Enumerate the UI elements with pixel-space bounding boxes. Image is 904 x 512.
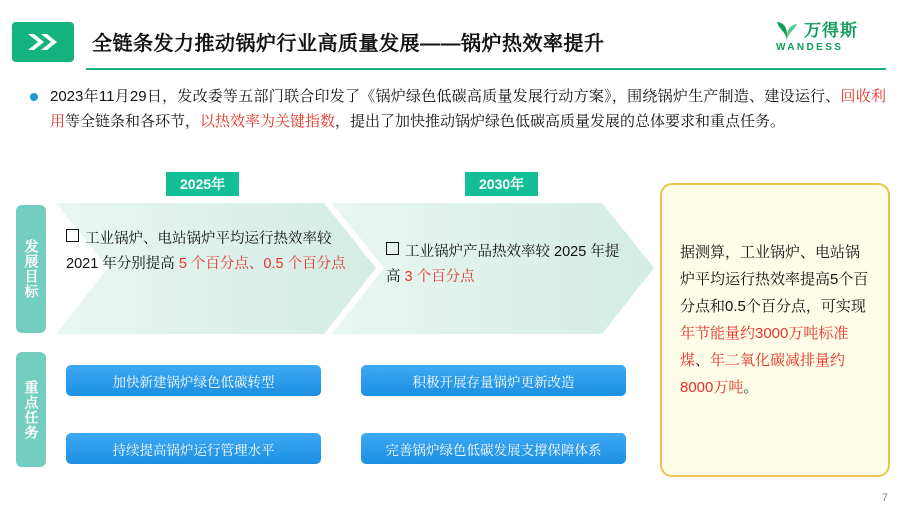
checkbox-square-icon: [66, 229, 79, 242]
section-label-task-text: 重点任务: [23, 379, 40, 440]
year-tag-2030: 2030年: [465, 172, 538, 196]
bullet-dot-icon: [30, 93, 38, 101]
text-run: 回收利用: [50, 88, 886, 130]
checkbox-square-icon: [386, 242, 399, 255]
text-run: 。: [743, 379, 759, 396]
text-run: 3 个百分点: [404, 269, 475, 285]
intro-text: [50, 84, 886, 134]
text-run: 等全链条和各环节，: [65, 113, 201, 130]
logo-text-cn: 万得斯: [804, 21, 858, 40]
text-run: ，提出了加快推动锅炉绿色低碳高质量发展的总体要求和重点任务。: [335, 113, 786, 130]
slide-header: [0, 0, 904, 72]
text-run: 年二氧化碳减排量约8000万吨: [680, 352, 846, 396]
double-chevron-right-icon: [12, 22, 74, 62]
year-tag-2025: 2025年: [166, 172, 239, 196]
text-run: 工业锅炉、电站锅炉平均运行热效率较 2021 年分别提高: [66, 231, 332, 272]
intro-paragraph: [30, 84, 886, 134]
callout-text: [680, 239, 872, 401]
text-run: 以热效率为关键指数: [200, 113, 336, 130]
task-pill-1[interactable]: 加快新建锅炉绿色低碳转型: [66, 365, 321, 396]
header-divider: [86, 68, 886, 70]
section-label-development-goal: [16, 205, 46, 333]
callout-box: [660, 183, 890, 477]
leaf-logo-icon: [774, 18, 800, 44]
task-pill-3[interactable]: 持续提高锅炉运行管理水平: [66, 433, 321, 464]
logo-text-en: WANDESS: [776, 42, 844, 53]
goal-item-2025: [66, 227, 346, 277]
company-logo: [768, 16, 888, 60]
section-label-goal-text: 发展目标: [23, 239, 40, 299]
section-label-key-tasks: [16, 352, 46, 467]
text-run: 5 个百分点、0.5 个百分点: [178, 256, 346, 272]
goal-item-2030: [386, 240, 621, 290]
page-title: 全链条发力推动锅炉行业高质量发展——锅炉热效率提升: [92, 33, 605, 55]
text-run: 2023年11月29日，发改委等五部门联合印发了《锅炉绿色低碳高质量发展行动方案》，围绕锅炉生产制造、建设运行、: [50, 88, 841, 105]
task-pill-2[interactable]: 积极开展存量锅炉更新改造: [361, 365, 626, 396]
text-run: 工业锅炉产品热效率较 2025 年提高: [386, 244, 620, 285]
text-run: 据测算，工业锅炉、电站锅炉平均运行热效率提高5个百分点和0.5个百分点，可实现: [680, 244, 869, 315]
task-pill-4[interactable]: 完善锅炉绿色低碳发展支撑保障体系: [361, 433, 626, 464]
text-run: 、: [695, 352, 711, 369]
text-run: 年节能量约3000万吨标准煤: [680, 325, 849, 369]
page-number: 7: [881, 492, 888, 504]
